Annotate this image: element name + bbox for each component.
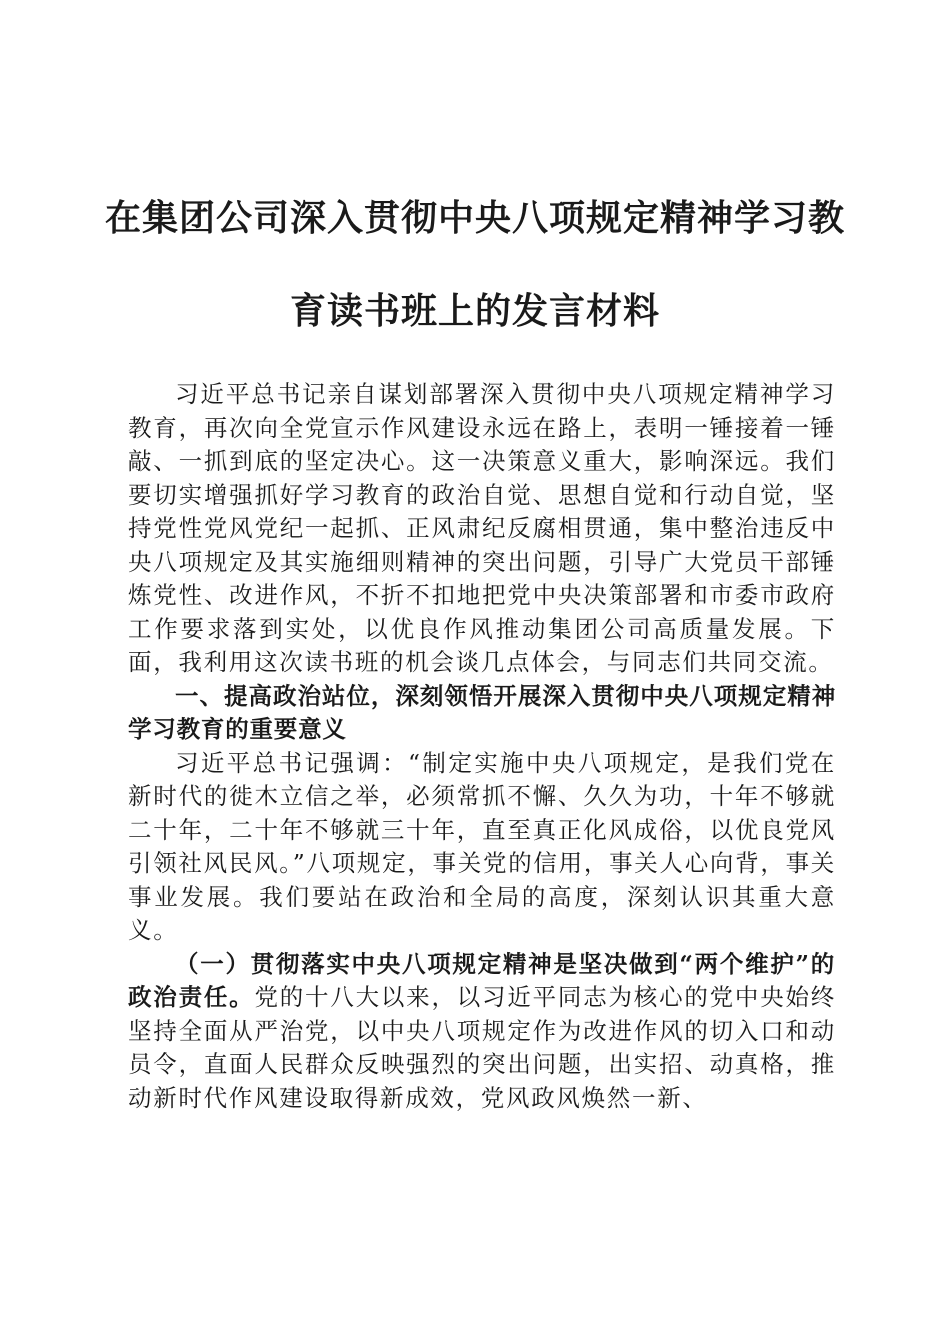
subsection-1-text: 党的十八大以来，以习近平同志为核心的党中央始终坚持全面从严治党，以中央八项规定作为改进作风的切入口和动员令，直面人民群众反映强烈的突出问题，出实招、动真格，推动新时代作风建设取得新成效，党风政风焕然一新、 xyxy=(128,983,837,1112)
document-body xyxy=(128,378,836,1115)
subsection-1-lead: （一）贯彻落实中央八项规定精神是坚决做到“两个维护”的政治责任。 xyxy=(128,949,836,1011)
document-title-line-1: 在集团公司深入贯彻中央八项规定精神学习教 xyxy=(104,197,845,239)
section-1-paragraph: 习近平总书记强调：“制定实施中央八项规定，是我们党在新时代的徙木立信之举，必须常抓不懈、久久为功，十年不够就二十年，二十年不够就三十年，直至真正化风成俗，以优良党风引领社风民风。”八项规定，事关党的信用，事关人心向背，事关事业发展。我们要站在政治和全局的高度，深刻认识其重大意义。 xyxy=(128,748,836,944)
subsection-1-paragraph xyxy=(128,948,836,1116)
intro-paragraph: 习近平总书记亲自谋划部署深入贯彻中央八项规定精神学习教育，再次向全党宣示作风建设永远在路上，表明一锤接着一锤敲、一抓到底的坚定决心。这一决策意义重大，影响深远。我们要切实增强抓好学习教育的政治自觉、思想自觉和行动自觉，坚持党性党风党纪一起抓、正风肃纪反腐相贯通，集中整治违反中央八项规定及其实施细则精神的突出问题，引导广大党员干部锤炼党性、改进作风，不折不扣地把党中央决策部署和市委市政府工作要求落到实处，以优良作风推动集团公司高质量发展。下面，我利用这次读书班的机会谈几点体会，与同志们共同交流。 xyxy=(128,380,836,676)
document-title-line-2: 育读书班上的发言材料 xyxy=(289,290,660,332)
section-1-heading: 一、提高政治站位，深刻领悟开展深入贯彻中央八项规定精神学习教育的重要意义 xyxy=(128,681,836,743)
